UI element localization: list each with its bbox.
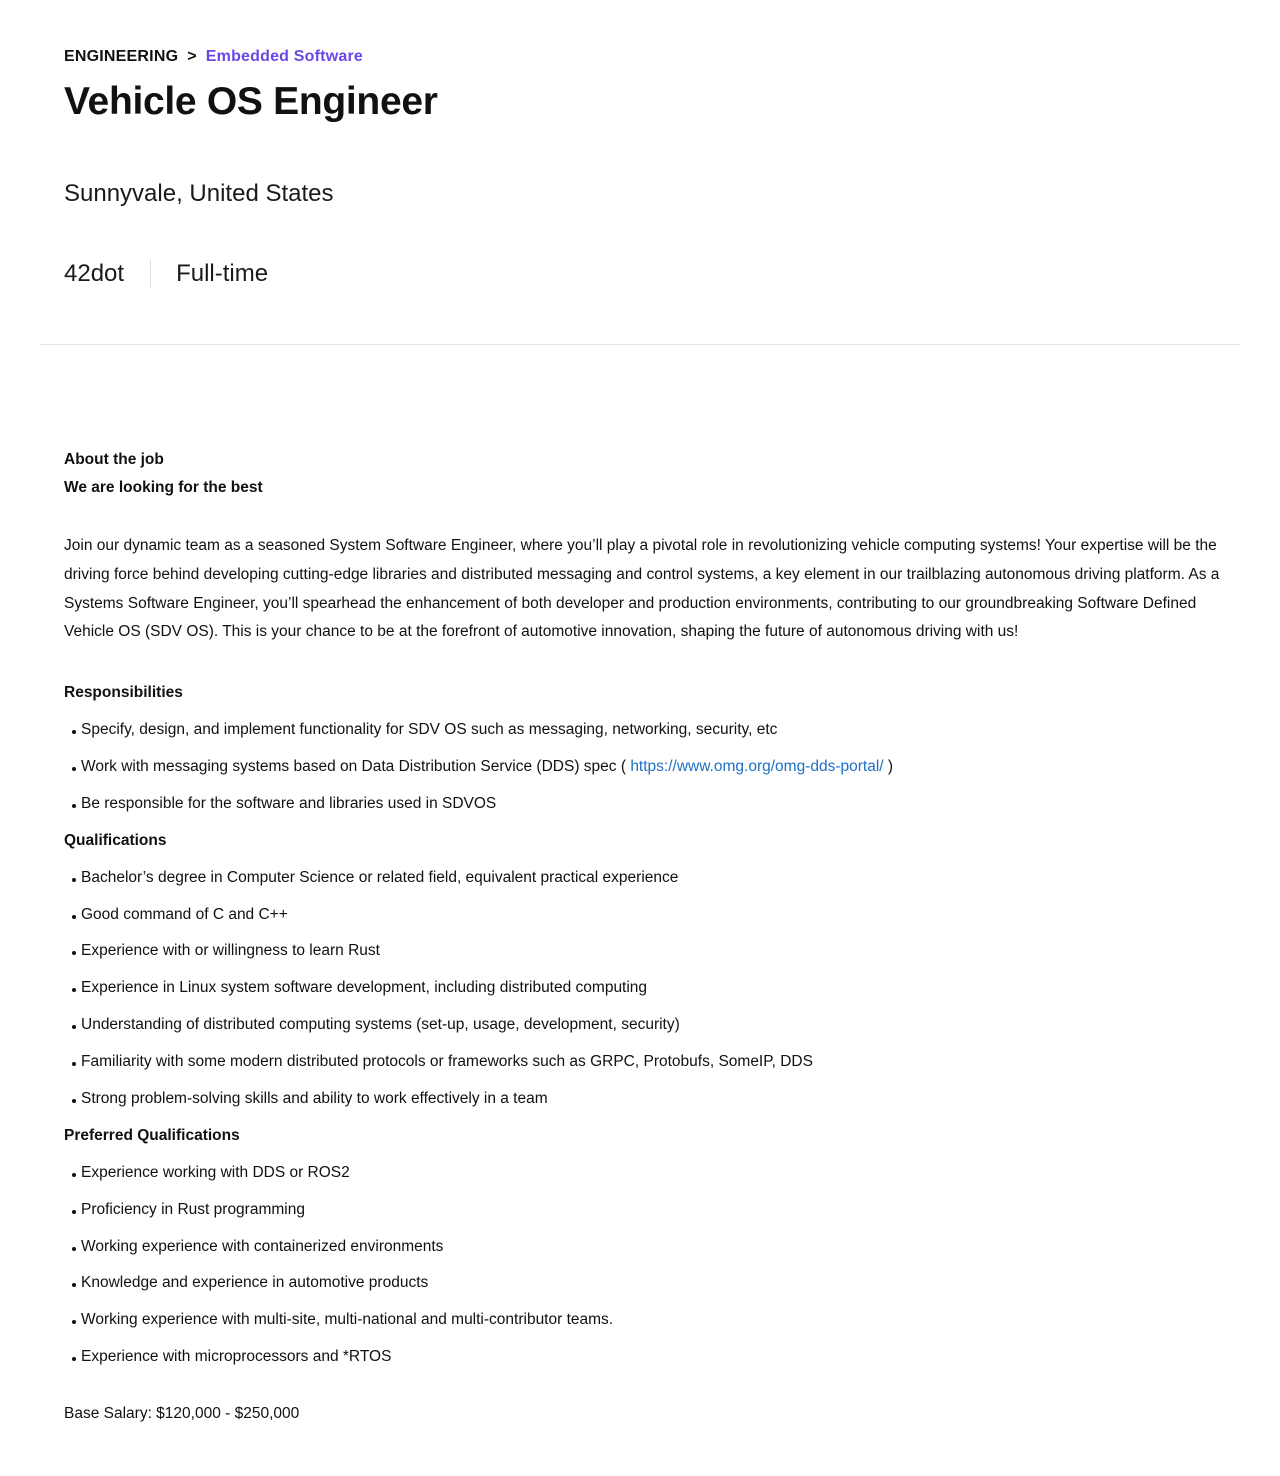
list-item: Experience in Linux system software development, including distributed computing bbox=[64, 970, 1224, 1007]
list-item: Working experience with containerized environments bbox=[64, 1229, 1224, 1266]
job-meta bbox=[64, 260, 268, 288]
list-item: Proficiency in Rust programming bbox=[64, 1192, 1224, 1229]
meta-divider bbox=[150, 260, 151, 288]
responsibilities-section bbox=[64, 675, 1224, 823]
page-title: Vehicle OS Engineer bbox=[64, 80, 438, 123]
breadcrumb bbox=[64, 48, 363, 66]
list-item: Working experience with multi-site, multi-national and multi-contributor teams. bbox=[64, 1302, 1224, 1339]
about-heading: About the job bbox=[64, 451, 164, 468]
company-name: 42dot bbox=[64, 260, 125, 287]
qualifications-list bbox=[64, 860, 1224, 1118]
breadcrumb-separator: > bbox=[187, 48, 197, 65]
list-item: Understanding of distributed computing systems (set-up, usage, development, security) bbox=[64, 1007, 1224, 1044]
list-item: Knowledge and experience in automotive products bbox=[64, 1265, 1224, 1302]
breadcrumb-embedded-software[interactable]: Embedded Software bbox=[205, 48, 363, 65]
base-salary: Base Salary: $120,000 - $250,000 bbox=[64, 1405, 300, 1423]
responsibilities-list bbox=[64, 712, 1224, 823]
list-item: Specify, design, and implement functionality for SDV OS such as messaging, networking, security, etc bbox=[64, 712, 1224, 749]
list-item: Experience with microprocessors and *RTOS bbox=[64, 1339, 1224, 1376]
job-description bbox=[64, 446, 1224, 1428]
preferred-list bbox=[64, 1155, 1224, 1376]
list-item: Work with messaging systems based on Data Distribution Service (DDS) spec ( https://www.omg.org/omg-dds-portal/ ) bbox=[64, 749, 1224, 786]
qualifications-section bbox=[64, 823, 1224, 1118]
preferred-section bbox=[64, 1118, 1224, 1376]
list-item: Strong problem-solving skills and ability to work effectively in a team bbox=[64, 1081, 1224, 1118]
about-subheading: We are looking for the best bbox=[64, 479, 263, 496]
list-item: Experience working with DDS or ROS2 bbox=[64, 1155, 1224, 1192]
about-intro: Join our dynamic team as a seasoned System Software Engineer, where you’ll play a pivotal role in revolutionizing vehicle computing systems! Your expertise will be the driving force behind developing cutting-edge libraries and distributed messaging and control systems, a key element in our trailblazing autonomous driving platform. As a Systems Software Engineer, you’ll spearhead the enhancement of both developer and production environments, contributing to our groundbreaking Software Defined Vehicle OS (SDV OS). This is your chance to be at the forefront of automotive innovation, shaping the future of autonomous driving with us! bbox=[64, 537, 1220, 641]
list-item: Familiarity with some modern distributed protocols or frameworks such as GRPC, Protobufs, SomeIP, DDS bbox=[64, 1044, 1224, 1081]
dds-portal-link[interactable]: https://www.omg.org/omg-dds-portal/ bbox=[630, 757, 884, 775]
employment-type: Full-time bbox=[176, 260, 269, 287]
breadcrumb-engineering[interactable]: ENGINEERING bbox=[64, 48, 179, 65]
responsibilities-title: Responsibilities bbox=[64, 684, 183, 702]
qualifications-title: Qualifications bbox=[64, 831, 167, 849]
list-item: Experience with or willingness to learn Rust bbox=[64, 933, 1224, 970]
list-item: Bachelor’s degree in Computer Science or related field, equivalent practical experience bbox=[64, 860, 1224, 897]
job-header bbox=[40, 0, 1240, 345]
list-item: Good command of C and C++ bbox=[64, 897, 1224, 934]
job-location: Sunnyvale, United States bbox=[64, 180, 334, 207]
preferred-title: Preferred Qualifications bbox=[64, 1126, 240, 1144]
list-item: Be responsible for the software and libraries used in SDVOS bbox=[64, 786, 1224, 823]
